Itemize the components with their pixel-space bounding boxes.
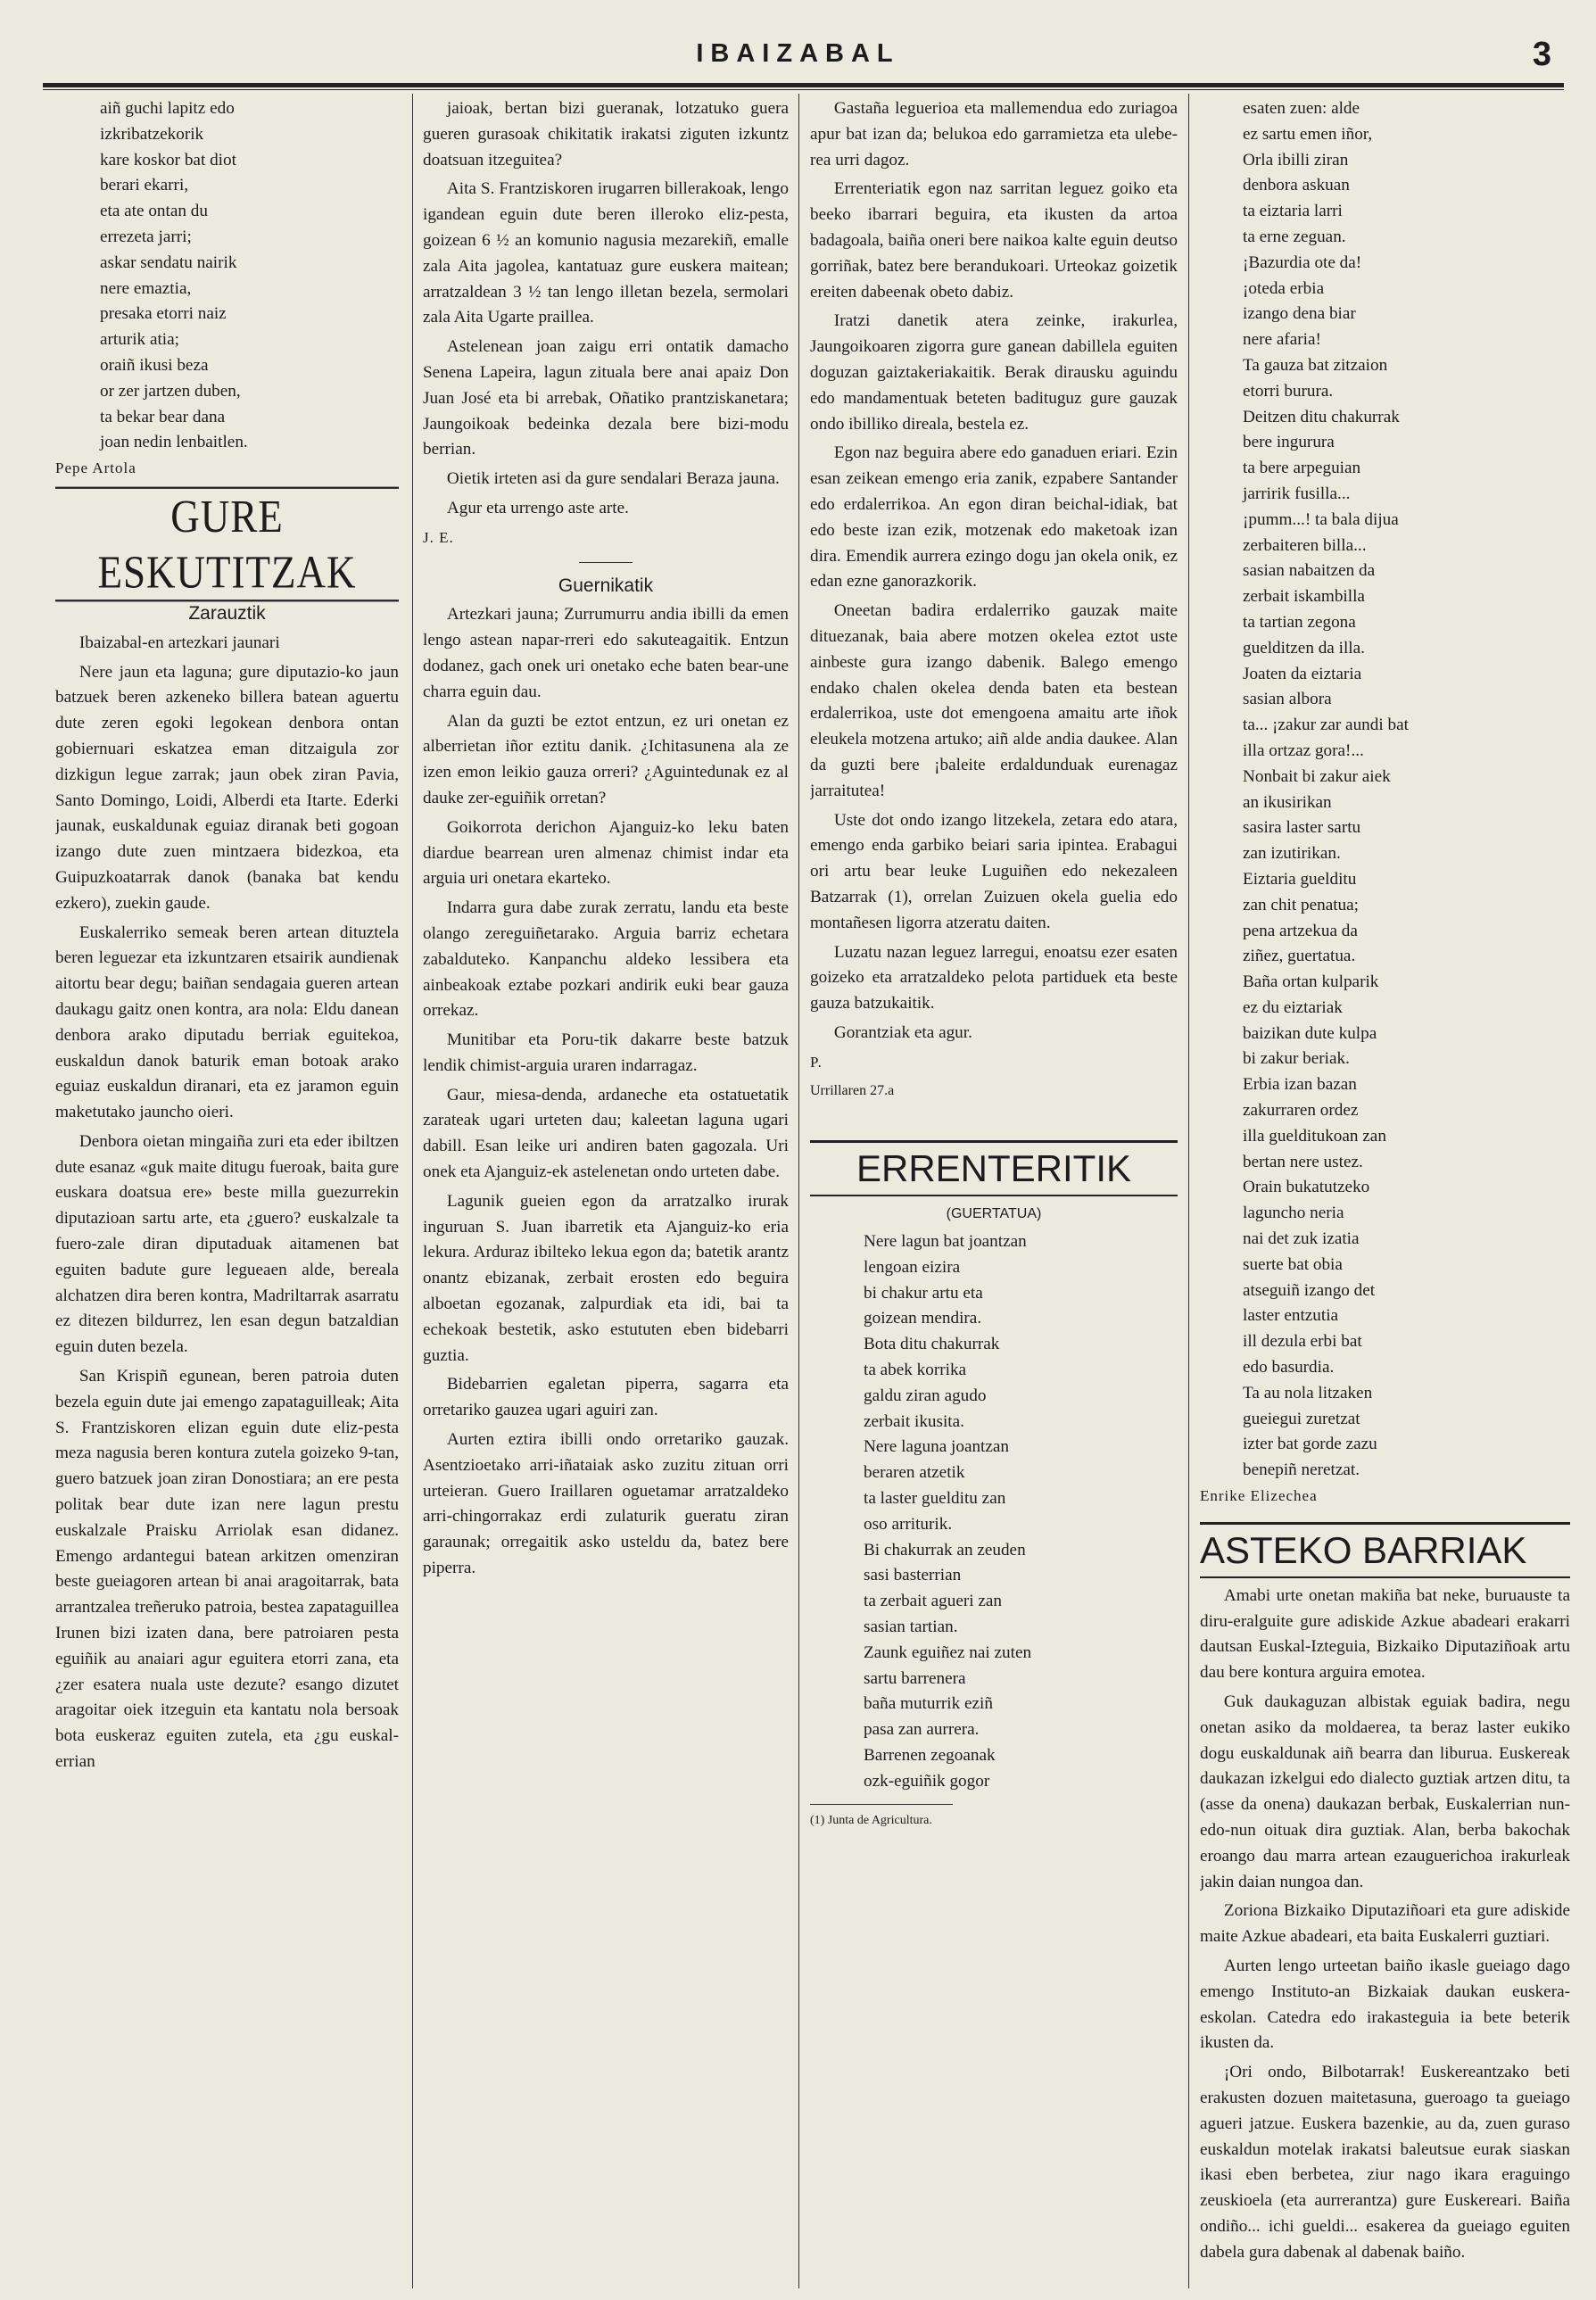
- subhead-zarauztik: Zarauztik: [188, 602, 266, 624]
- poem-line: Barrenen zegoanak: [864, 1746, 996, 1766]
- paragraph: Aita S. Frantziskoren irugarren billerakoak, lengo igandean eguin dute beren illeroko eliz-pesta, goizean 6 ½ an komunio nagusia mezarekiñ, emalle zala Aita jagolea, kantatuaz gure euskera maitean; arratzaldean 3 ½ tan lengo illetan bezela, sermolari zala Aita Ugarte praillea.: [423, 179, 789, 327]
- poem-line: atseguiñ izango det: [1243, 1280, 1376, 1300]
- poem-line: Zaunk eguiñez nai zuten: [864, 1642, 1032, 1662]
- poem-line: an ikusirikan: [1243, 792, 1332, 812]
- poem-line: Nere laguna joantzan: [864, 1437, 1010, 1457]
- footnote: (1) Junta de Agricultura.: [810, 1804, 953, 1834]
- paragraph: Astelenean joan zaigu erri ontatik damacho Senena Lapeira, lagun zituala bere anai apaiz Don Juan José eta bi arrebak, Oñatiko prantziskanetara; Jaungoikoak bedeinka dezala bere bizi-modu berrian.: [423, 337, 789, 459]
- poem-line: Ta au nola litzaken: [1243, 1383, 1373, 1402]
- poem-line: illa ortzaz gora!...: [1243, 740, 1364, 760]
- poem-line: or zer jartzen duben,: [100, 381, 241, 401]
- paragraph: Agur eta urrengo aste arte.: [446, 498, 629, 517]
- poem-line: benepiñ neretzat.: [1243, 1460, 1360, 1480]
- paragraph: Errenteriatik egon naz sarritan leguez goiko eta beeko ibarrari beguira, eta ikusten da artoa badagoala, baiña oneri bere naikoa kalte eguin deutso gorriñak, batez bere berandukoari. Urteokaz goizetik ereiten dabeenak obeto dabiz.: [810, 179, 1178, 302]
- paragraph: Guk daukaguzan albistak eguiak badira, negu onetan asiko da moldaerea, ta beraz laster eukiko dogu euskaldunak aiñ bearra dan liburua. Euskereak daukazan izkelgui edo dialecto guztiak artzen ditu, ta (asse da onena) daukazan berbak, Euskalerrian nun-edo-nun oituak dira guztiak. Alan, berba bakochak eroango dau marra artean ezauguerichoa irakurleak jakin daian nungoa dan.: [1200, 1692, 1570, 1891]
- subtitle-guertatua: (GUERTATUA): [946, 1206, 1042, 1222]
- poem-continuation: [1200, 96, 1570, 1484]
- column-divider: [1188, 94, 1189, 2288]
- poem-line: ez du eiztariak: [1243, 997, 1343, 1017]
- poem-line: Erbia izan bazan: [1243, 1075, 1357, 1095]
- column-4: [1200, 96, 1570, 2273]
- poem-line: oso arriturik.: [864, 1514, 953, 1534]
- poem-line: Baña ortan kulparik: [1243, 972, 1379, 992]
- paragraph: Oietik irteten asi da gure sendalari Beraza jauna.: [446, 469, 780, 489]
- poem-line: ill dezula erbi bat: [1243, 1332, 1362, 1352]
- poem-line: ta bere arpeguian: [1243, 459, 1361, 478]
- poem-line: ¡Bazurdia ote da!: [1243, 252, 1362, 272]
- page-number: 3: [1532, 36, 1551, 73]
- poem-line: zan chit penatua;: [1243, 895, 1359, 914]
- paragraph: Gorantziak eta agur.: [833, 1022, 972, 1042]
- poem-line: arturik atia;: [100, 330, 179, 350]
- section-title-errenteritik: ERRENTERITIK: [810, 1140, 1178, 1196]
- poem-line: guelditzen da illa.: [1243, 638, 1365, 658]
- poem-line: ta eiztaria larri: [1243, 202, 1343, 221]
- poem-line: Nonbait bi zakur aiek: [1243, 766, 1391, 786]
- poem-line: ta erne zeguan.: [1243, 227, 1346, 246]
- poem-line: ozk-eguiñik gogor: [864, 1771, 990, 1791]
- poem-line: Bota ditu chakurrak: [864, 1335, 1000, 1354]
- poem-line: bertan nere ustez.: [1243, 1152, 1363, 1171]
- poem-line: ¡pumm...! ta bala dijua: [1243, 509, 1399, 529]
- paragraph: Bidebarrien egaletan piperra, sagarra eta orretariko gauzea ugari aguiri zan.: [423, 1375, 789, 1420]
- poem-line: nere emaztia,: [100, 278, 192, 298]
- poem-line: ta laster guelditu zan: [864, 1489, 1006, 1509]
- poem-author: Enrike Elizechea: [1200, 1487, 1318, 1505]
- poem-line: zakurraren ordez: [1243, 1101, 1359, 1121]
- poem-line: izango dena biar: [1243, 304, 1356, 324]
- poem-line: askar sendatu nairik: [100, 252, 237, 272]
- column-1: [55, 96, 399, 2273]
- poem-line: ez sartu emen iñor,: [1243, 124, 1373, 144]
- poem-line: eta ate ontan du: [100, 202, 208, 221]
- paragraph: Zoriona Bizkaiko Diputaziñoari eta gure adiskide maite Azkue abadeari, eta baita Euskalerri guztiari.: [1200, 1901, 1570, 1947]
- poem-line: zerbait ikusita.: [864, 1411, 964, 1431]
- paragraph: Nere jaun eta laguna; gure diputazio-ko jaun batzuek beren azkeneko billera batean aguertu dute zeren egoki legokean denbora ontan gobiernuari eskatzea eman ditzaigula zor dizkigun legue zarrak; jaun obek ziran Pavia, Santo Domingo, Loidi, Alberdi eta Itarte. Ederki jaunak, euskaldunak eguiaz diranak beti gogoan izango dute zuen mintzaera bidezkoa, eta Guipuzkoatarrak danok (banaka bat kendu ezkero), zuekin gaude.: [55, 662, 399, 913]
- column-divider: [798, 94, 799, 2288]
- signature: J. E.: [423, 528, 454, 546]
- paragraph: Oneetan badira erdalerriko gauzak maite dituezanak, baia abere motzen okelea eztot uste ainbeste gura izango dabenik. Balego emengo endako chalen okelea denda baten eta bestean erdalerrikoa, uste dot emengoena amaitu arte iñok eleukela motzena artuko; aiñ alde andia daukee. Alan da guzti bere ¡baleite erdaldunduak eurenagaz jarraitutea!: [810, 601, 1178, 800]
- poem-line: sasian nabaitzen da: [1243, 561, 1376, 581]
- poem-line: ziñez, guertatua.: [1243, 947, 1356, 966]
- poem-line: sasian albora: [1243, 690, 1332, 709]
- poem-line: Nere lagun bat joantzan: [864, 1232, 1027, 1252]
- poem-line: esaten zuen: alde: [1243, 99, 1360, 118]
- poem-line: goizean mendira.: [864, 1309, 982, 1328]
- poem-line: etorri burura.: [1243, 381, 1334, 401]
- poem-line: zerbaiteren billa...: [1243, 535, 1367, 555]
- poem-line: galdu ziran agudo: [864, 1386, 987, 1405]
- poem-author: Pepe Artola: [55, 459, 136, 477]
- article-body: [810, 96, 1178, 1047]
- poem-line: baizikan dute kulpa: [1243, 1023, 1377, 1043]
- poem-line: lengoan eizira: [864, 1257, 961, 1277]
- poem-line: suerte bat obia: [1243, 1254, 1343, 1274]
- paragraph: jaioak, bertan bizi gueranak, lotzatuko guera gueren gurasoak chikitatik irakatsi ziguten izkuntz doatsuan itzeguitea?: [423, 99, 789, 170]
- paragraph: Aurten eztira ibilli ondo orretariko gauzak. Asentzioetako arri-iñataiak asko zuzitu zituan orri urteieran. Guero Iraillaren oguetamar arratzaldeko arri-chingorrakaz erdi zulaturik gueratu ziran garaunak; orregaitik asko usteldu da, batez bere piperra.: [423, 1430, 789, 1578]
- column-divider: [412, 94, 413, 2288]
- paragraph: Uste dot ondo izango litzekela, zetara edo atara, emengo enda garbiko beiari saria ipintea. Erabagui ori artu bear leuke Luguiñen edo nekezaleen Batzarrak (1), orrelan Zuizuen okela guelia edo montañesen ligorra atzeratu daiten.: [810, 810, 1178, 932]
- paragraph: Alan da guzti be eztot entzun, ez uri onetan ez alberrietan iñor eztitu danik. ¿Ichitasunena ala ze izen emon leikio gauza orreri? ¿Aguintedunak ez al dauke zer-eguiñik orretan?: [423, 711, 789, 807]
- poem-line: denbora askuan: [1243, 176, 1350, 195]
- poem-line: ta abek korrika: [864, 1361, 967, 1380]
- paragraph: Euskalerriko semeak beren artean dituztela beren leguezar eta izkuntzaren etsairik aundienak aitortu bear degu; baiñan sendagaia gueren artean daukagu gaitz onen kontra, ara nola: Eldu danean denbora arako diputadu berriak eguitekoa, euskaldun danok baturik eman botoak arako eguiaz euskaldun diranari, eta ez jaramon eguin maketutako jauncho oieri.: [55, 922, 399, 1122]
- poem-line: beraren atzetik: [864, 1463, 965, 1483]
- poem-line: presaka etorri naiz: [100, 304, 227, 324]
- paragraph: Lagunik gueien egon da arratzalko irurak inguruan S. Juan ibarretik eta Ajanguiz-ko eria lekura. Arduraz ibilteko lekua egon da; batetik arantz onantz ebizanak, zerbait erosten edo beguira alboetan egozanak, zalpurdiak eta idi, bai ta echekoak bestetik, asko estututen eben bidebarri guztia.: [423, 1191, 789, 1365]
- poem-line: Ta gauza bat zitzaion: [1243, 355, 1388, 375]
- poem-line: nai det zuk izatia: [1243, 1229, 1360, 1249]
- poem-line: aiñ guchi lapitz edo: [100, 99, 235, 118]
- subhead-guernikatik: Guernikatik: [558, 575, 654, 596]
- poem-line: Eiztaria guelditu: [1243, 869, 1357, 889]
- poem-line: nere afaria!: [1243, 330, 1321, 350]
- paragraph: Amabi urte onetan makiña bat neke, buruauste ta diru-eralguite gure adiskide Azkue abadeari erakarri dautsan Euskal-Izteguia, Bizkaiko Diputaziñoak artu dau bere kontura arguira emotea.: [1200, 1585, 1570, 1683]
- poem-line: kare koskor bat diot: [100, 150, 236, 170]
- poem-line: pasa zan aurrera.: [864, 1720, 980, 1740]
- paragraph: Denbora oietan mingaiña zuri eta eder ibiltzen dute esanaz «guk maite ditugu fueroak, baita gure euskara doatsua ere» beste milla guezurrekin diputazioan sartu arte, eta ¿guero? euskalzale ta fuero-zale diran diputaduak aitamenen bat eguiten badute gure legueaen alde, bereala alchatzen dira beren kontra, Madriltarrak asarratu ez ditezen bildurrez, len esan degun batzaldian eguin duten bezela.: [55, 1131, 399, 1357]
- header-rule: [43, 83, 1564, 90]
- column-2: [423, 96, 789, 2273]
- poem-line: bi chakur artu eta: [864, 1283, 983, 1303]
- poem-line: baña muturrik eziñ: [864, 1694, 993, 1714]
- poem-line: illa guelditukoan zan: [1243, 1126, 1386, 1146]
- poem-line: ta zerbait agueri zan: [864, 1592, 1002, 1611]
- paragraph: Gastaña leguerioa eta mallemendua edo zuriagoa apur bat izan da; belukoa edo garramietza eta ulebe-rea urri dagoz.: [810, 99, 1178, 170]
- paragraph: Aurten lengo urteetan baiño ikasle gueiago dago emengo Instituto-an Bizkaiak daukan euskera-eskolan. Catedra edo irakasteguia ia bete beterik ikusten da.: [1200, 1956, 1570, 2053]
- poem-line: Orain bukatutzeko: [1243, 1178, 1370, 1197]
- poem-line: sasian tartian.: [864, 1617, 958, 1637]
- paragraph: Ibaizabal-en artezkari jaunari: [79, 633, 280, 652]
- column-3: [810, 96, 1178, 2273]
- poem-line: gueiegui zuretzat: [1243, 1409, 1360, 1428]
- poem-line: jarririk fusilla...: [1243, 484, 1351, 503]
- poem-line: oraiñ ikusi beza: [100, 355, 209, 375]
- poem-line: Orla ibilli ziran: [1243, 150, 1349, 170]
- poem-line: Joaten da eiztaria: [1243, 664, 1362, 683]
- newspaper-title: IBAIZABAL: [696, 39, 900, 68]
- poem-line: ta bekar bear dana: [100, 407, 226, 426]
- poem-line: sartu barrenera: [864, 1668, 966, 1688]
- poem-line: zerbait iskambilla: [1243, 587, 1365, 607]
- paragraph: Luzatu nazan leguez larregui, enoatsu ezer esaten goizeko eta arratzaldeko pelota partiduek eta beste gauza batzukaitik.: [810, 942, 1178, 1013]
- paragraph: Goikorrota derichon Ajanguiz-ko leku baten diardue bearrean uren almenaz chimist indar eta arguia uri onetara ekarteko.: [423, 817, 789, 889]
- paragraph: Gaur, miesa-denda, ardaneche eta ostatuetatik zarateak ugari urteten dau; kaleetan laguna ugari dabill. Esan leike uri andiren baten gagozala. Uri onek eta Ajanguiz-ek astelenetan ondo urteten dabe.: [423, 1085, 789, 1182]
- poem-line: Bi chakurrak an zeuden: [864, 1540, 1026, 1560]
- poem-line: zan izutirikan.: [1243, 844, 1341, 864]
- paragraph: Artezkari jauna; Zurrumurru andia ibilli da emen lengo astean napar-rreri edo sakuteagaitik. Entzun dodanez, gach onek uri onetako eche baten bear-une charra eguin dau.: [423, 605, 789, 701]
- poem-line: bi zakur beriak.: [1243, 1049, 1350, 1069]
- poem-ending: [55, 96, 399, 456]
- poem-line: errezeta jarri;: [100, 227, 192, 246]
- paragraph: Indarra gura dabe zurak zerratu, landu eta beste olango zereguiñetarako. Arguia barriz echetara zabalduteko. Kanpanchu aldeko lessibera eta ainbeakoak eztabe pozkari andirik euki bear gauza orrekaz.: [423, 898, 789, 1021]
- poem-line: izkribatzekorik: [100, 124, 204, 144]
- poem-line: Deitzen ditu chakurrak: [1243, 407, 1400, 426]
- article-body: [423, 602, 789, 1581]
- poem-line: sasi basterrian: [864, 1566, 962, 1585]
- section-title-gure-eskutitzak: GURE ESKUTITZAK: [55, 487, 399, 602]
- poem-line: edo basurdia.: [1243, 1358, 1335, 1378]
- signature: P.: [810, 1053, 823, 1071]
- poem-line: bere ingurura: [1243, 433, 1335, 452]
- poem-line: berari ekarri,: [100, 176, 189, 195]
- poem-line: sasira laster sartu: [1243, 818, 1361, 838]
- poem-line: joan nedin lenbaitlen.: [100, 433, 248, 452]
- paragraph: Egon naz beguira abere edo ganaduen eriari. Ezin esan zeikean emengo eria zanik, ezpabere Santander edo erdalerrikoa. An egon diran beichal-idiak, bat edo beste izan ezik, motzenak edo maketoak izan dira. Emendik aurrera ezingo dogu jan okela onik, ez edan ezne ganorazkorik.: [810, 443, 1178, 592]
- paragraph: Iratzi danetik atera zeinke, irakurlea, Jaungoikoaren zigorra gure ganean dabillela eguiten doguzan gaiztakeriakaitik. Berak dirausku aguindu edo mandamentuak beteten badituguz gure gauzak ondo ibilliko direala, bestela ez.: [810, 311, 1178, 434]
- paragraph: San Krispiñ egunean, beren patroia duten bezela eguin dute jai emengo zapataguilleak; Aita S. Frantziskoren elizan eguin dute eliz-pesta meza nagusia beren kontura zutela goizeko 9-tan, guero batzuek joan ziran Donostiara; an ere pesta politak bear dute izan nere lagun prestu euskalzale Praisku Arriolak esan didanez. Emengo ardantegui batean arkitzen omenziran beste gueiagoren artean bi anai aragoitarrak, bata arrantzalea treñeruko patroia, bestea zapataguillea Irunen bizi izaten dana, bere patroiaren pesta eguiñik au anaiari agur eguitera etorri zana, eta ¿zer esatera nuala uste dezute? esango dizutet aragoitar oiek itzeguin eta kantatu nola bersoak bota euskeraz eguiten zutela, eta ¿gu euskal-errian: [55, 1367, 399, 1772]
- poem-line: laster entzutia: [1243, 1306, 1339, 1326]
- section-title-asteko-barriak: ASTEKO BARRIAK: [1200, 1522, 1570, 1578]
- date-line: Urrillaren 27.a: [810, 1083, 895, 1099]
- divider: [579, 562, 633, 563]
- page-header: [36, 36, 1560, 80]
- poem-line: laguncho neria: [1243, 1204, 1344, 1223]
- poem-line: ta... ¡zakur zar aundi bat: [1243, 716, 1409, 735]
- article-body: [423, 96, 789, 522]
- poem-line: ta tartian zegona: [1243, 612, 1356, 632]
- poem-line: izter bat gorde zazu: [1243, 1435, 1377, 1454]
- paragraph: ¡Ori ondo, Bilbotarrak! Euskereantzako beti erakusten dozuen maitetasuna, gueroago ta gueiago agueri jatzue. Euskera bazenkie, au da, zuen guraso euskaldun motelak irakatsi baleutsue eurak siaskan ikasi eben berbetea, ziur nago ikara eraguingo zeuskioela (eta aurrerantza) gure Euskereari. Baiña ondiño... ichi gueldi... esakerea da gueiago eguiten dabela gura dabenak al dabenak baiño.: [1200, 2063, 1570, 2262]
- poem-line: pena artzekua da: [1243, 921, 1358, 940]
- article-body: [55, 631, 399, 1775]
- paragraph: Munitibar eta Poru-tik dakarre beste batzuk lendik chimist-arguia uraren indarragaz.: [423, 1030, 789, 1075]
- poem-body: [810, 1229, 1178, 1795]
- article-body: [1200, 1584, 1570, 2266]
- poem-line: ¡oteda erbia: [1243, 278, 1325, 298]
